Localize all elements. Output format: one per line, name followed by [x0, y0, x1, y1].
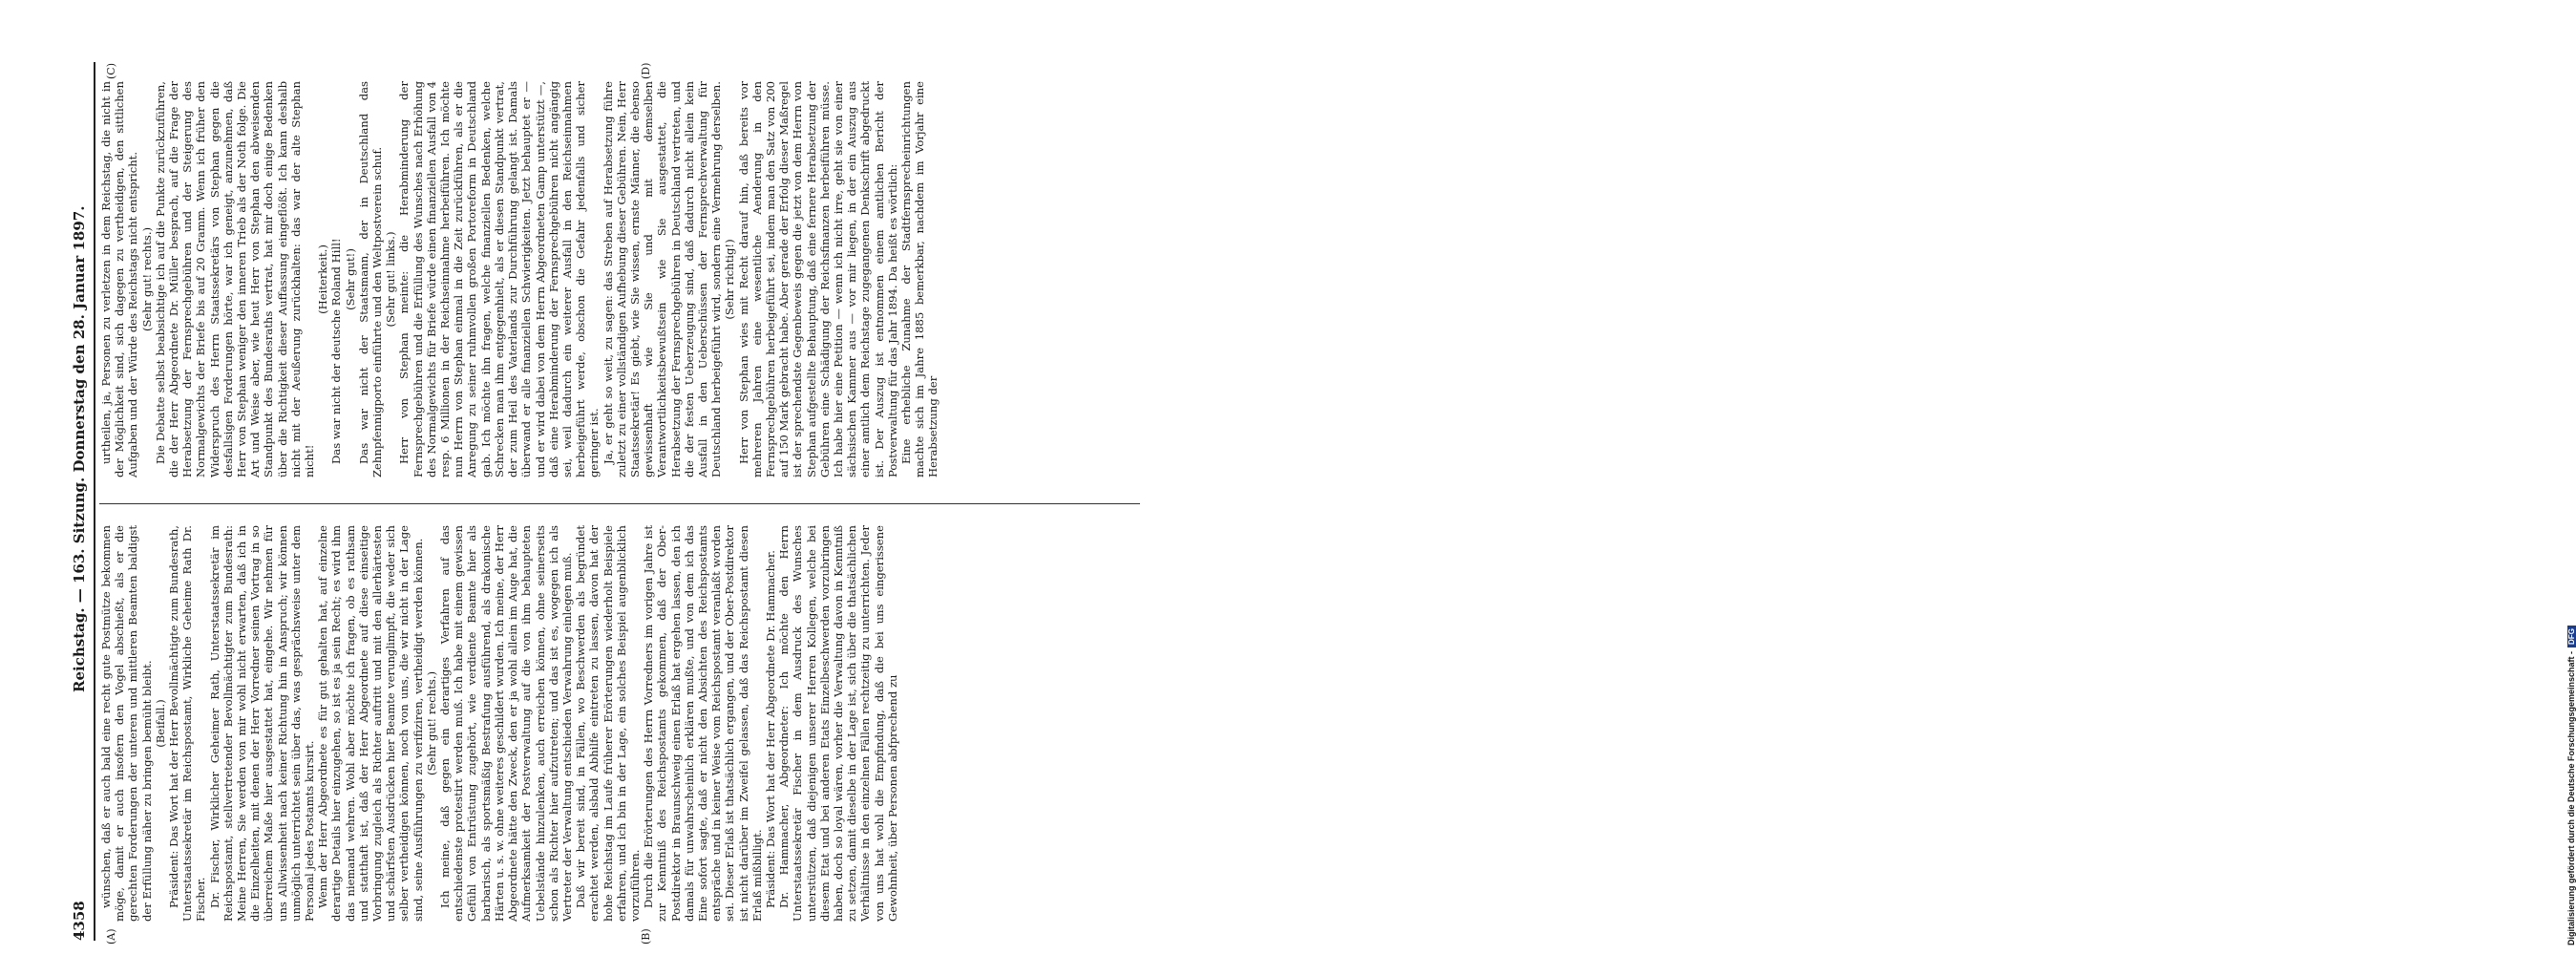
header-rule [94, 62, 95, 941]
column-separator [99, 503, 1140, 504]
paragraph: (Heiterkeit.) [316, 244, 330, 314]
attribution-strip [1276, 0, 2576, 955]
attribution-label: Digitalisierung gefördert durch die Deutsche Forschungsgemeinschaft - [2566, 650, 2576, 945]
paragraph: Herr von Stephan meinte: die Herabminderung der Fernsprechgebühren und die Erfüllung des Wunsches nach Erhöhung des Normalgewichts für Briefe würde einen finanziellen Ausfall von 4 resp. 6 Millionen in der Reichseinnahme herbeiführen. Ich möchte nun Herrn von Stephan einmal in die Zeit zurückführen, als er die Anregung zu seiner ruhmvollen großen Portoreform in Deutschland gab. Ich möchte ihn fragen, welche finanziellen Bedenken, welche Schrecken man ihm entgegenhielt, als er diesen Standpunkt vertrat, der zum Heil des Vaterlands zur Durchführung gelangt ist. Damals überwand er alle finanziellen Schwierigkeiten. Jetzt behauptet er — und er wird dabei von dem Herrn Abgeordneten Gamp unterstützt —, daß eine Herabminderung der Fernsprechgebühren nicht angängig sei, weil dadurch ein weiterer Ausfall in den Reichseinnahmen herbeigeführt werde, obschon die Gefahr jedenfalls und sicher geringer ist. [397, 81, 602, 478]
paragraph: Das war nicht der deutsche Roland Hill! [329, 238, 344, 464]
margin-marker-d: (D) [640, 62, 652, 79]
margin-marker-a: (A) [105, 928, 117, 944]
paragraph: (Beifall.) [153, 699, 167, 748]
paragraph: Die Debatte selbst beabsichtige ich auf die Punkte zurückzuführen, die der Herr Abgeordnete Dr. Müller besprach, auf die Frage der Herabsetzung der Fernsprechgebühren und der Steigerung des Normalgewichts der Briefe bis auf 20 Gramm. Wenn ich früher den Widerspruch des Herrn Staatssekretärs von Stephan gegen die desfallsigen Forderungen hörte, war ich geneigt, anzunehmen, daß Herr von Stephan weniger den inneren Trieb als der Noth folge. Die Art und Weise aber, wie heut Herr von Stephan den abweisenden Standpunkt des Bundesraths vertrat, hat mir doch einige Bedenken über die Richtigkeit dieser Auffassung eingeflößt. Ich kann deshalb nicht mit der Aeußerung zurückhalten: das war der alte Stephan nicht! [153, 81, 317, 478]
paragraph: Herr von Stephan wies mit Recht darauf hin, daß bereits vor mehreren Jahren eine wesentliche Aenderung in den Fernsprechgebühren herbeigeführt sei, indem man den Satz von 200 auf 150 Mark gebracht habe. Aber gerade der Erfolg dieser Maßregel ist der sprechendste Gegenbeweis gegen die jetzt von dem Herrn von Stephan aufgestellte Behauptung, daß eine fernere Herabsetzung der Gebühren eine Schädigung der Reichsfinanzen herbeiführen müsse. Ich habe hier eine Petition — wenn ich nicht irre, geht sie von einer sächsischen Kammer aus — vor mir liegen, in der ein Auszug aus einer amtlich dem Reichstage zugegangenen Denkschrift abgedruckt ist. Der Auszug ist entnommen einem amtlichen Bericht der Postverwaltung für das Jahr 1894. Da heißt es wörtlich: [736, 81, 899, 478]
paragraph: Eine erhebliche Zunahme der Stadtfernsprecheinrichtungen machte sich im Jahre 1885 bemerkbar, nachdem im Vorjahr eine Herabsetzung der [898, 81, 940, 478]
paragraph: Das war nicht der Staatsmann, der in Deutschland das Zehnpfennigporto einführte und den Weltpostverein schuf. [356, 81, 385, 478]
paragraph: (Sehr richtig!) [723, 239, 737, 320]
paragraph: Ja, er geht so weit, zu sagen: das Streben auf Herabsetzung führe zuletzt zu einer vollständigen Aufhebung dieser Gebühren. Nein, Herr Staatssekretär! Es giebt, wie Sie wissen, ernste Männer, die ebenso gewissenhaft wie Sie und mit demselben Verantwortlichkeitsbewußtsein wie Sie ausgestattet, die Herabsetzung der Fernsprechgebühren in Deutschland vertreten, und die der festen Ueberzeugung sind, daß dadurch nicht allein kein Ausfall in den Ueberschüssen der Fernsprechverwaltung für Deutschland herbeigeführt wird, sondern eine Vermehrung derselben. [601, 81, 724, 478]
paragraph: wünschen, daß er auch bald eine recht gute Postmütze bekommen möge, damit er auch insofern den Vogel abschießt, als er die gerechten Forderungen der unteren und mittleren Beamten baldigst der Erfüllung näher zu bringen bemüht bleibt. [99, 525, 154, 922]
dfg-logo: DFG [2567, 626, 2576, 647]
page-header [67, 62, 92, 941]
paragraph: (Sehr gut!) [343, 248, 357, 310]
attribution-text [2566, 10, 2576, 945]
rotated-page-content [67, 62, 1241, 944]
left-column [99, 525, 1150, 922]
paragraph: urtheilen, ja, Personen zu verletzen in dem Reichstag, die nicht in der Möglichkeit sind, sich dagegen zu vertheidigen, den sittlichen Aufgaben und der Würde des Reichstags nicht entspricht. [99, 81, 140, 478]
paragraph: Präsident: Das Wort hat der Herr Bevollmächtigte zum Bundesrath, Unterstaatssekretär im Reichspostamt, Wirkliche Geheime Rath Dr. Fischer. [167, 525, 208, 922]
paragraph: Daß wir bereit sind, in Fällen, wo Beschwerden als begründet erachtet werden, alsbald Abhilfe eintreten zu lassen, davon hat der hohe Reichstag im Laufe früherer Erörterungen wiederholt Beispiele erfahren, und ich bin in der Lage, ein solches Beispiel augenblicklich vorzuführen. [574, 525, 642, 922]
paragraph: Ich meine, daß gegen ein derartiges Verfahren auf das entschiedenste protestirt werden muß. Ich habe mit einem gewissen Gefühl von Entrüstung zugehört, wie verdiente Beamte hier als barbarisch, als sportsmäßig Bestrafung ausführend, als drakonische Härten u. s. w. ohne weiteres geschildert wurden. Ich meine, der Herr Abgeordnete hätte den Zweck, den er ja wohl allein im Auge hat, die Aufmerksamkeit der Postverwaltung auf die von ihm behaupteten Uebelstände hinzulenken, auch erreichen können, ohne seinerseits schon als Richter hier aufzutreten; und das ist es, wogegen ich als Vertreter der Verwaltung entschieden Verwahrung einlegen muß. [438, 525, 574, 922]
page-number: 4358 [71, 901, 88, 941]
paragraph: (Sehr gut! rechts.) [424, 670, 438, 776]
margin-marker-c: (C) [105, 63, 117, 79]
margin-marker-b: (B) [640, 928, 652, 944]
paragraph: Präsident: Das Wort hat der Herr Abgeordnete Dr. Hammacher. [763, 550, 777, 908]
paragraph: Durch die Erörterungen des Herrn Vorredners im vorigen Jahre ist zur Kenntniß des Reichspostamts gekommen, daß der Ober-Postdirektor in Braunschweig einen Erlaß hat ergehen lassen, den ich damals für unwahrscheinlich erklären mußte, und von dem ich das Eine sofort sagte, daß er nicht den Absichten des Reichspostamts entspräche und in keiner Weise vom Reichspostamt veranlaßt worden sei. Dieser Erlaß ist thatsächlich ergangen, und der Ober-Postdirektor ist nicht darüber im Zweifel gelassen, daß das Reichspostamt diesen Erlaß mißbilligt. [642, 525, 764, 922]
right-column [99, 81, 1150, 478]
paragraph: Dr. Hammacher, Abgeordneter: Ich möchte den Herrn Unterstaatssekretär Fischer in dem Ausdruck des Wunsches unterstützen, daß diejenigen unserer Herren Kollegen, welche bei diesem Etat und bei anderen Etats Einzelbeschwerden vorzubringen haben, doch so loyal wären, vorher die Verwaltung davon in Kenntniß zu setzen, damit dieselbe in der Lage ist, sich über die thatsächlichen Verhältnisse in den einzelnen Fällen rechtzeitig zu unterrichten. Jeder von uns hat wohl die Empfindung, daß die bei uns eingerissene Gewohnheit, über Personen abfprechend zu [777, 525, 899, 922]
page-title: Reichstag. — 163. Sitzung. Donnerstag den 28. Januar 1897. [71, 205, 88, 692]
paragraph: (Sehr gut! links.) [384, 231, 398, 328]
paragraph: Wenn der Herr Abgeordnete es für gut gehalten hat, auf einzelne derartige Details hier einzugehen, so ist es ja sein Recht; es wird ihm das niemand wehren. Wohl aber möchte ich fragen, ob es rathsam und statthaft ist, daß der Herr Abgeordnete auf diese einseitige Vorbringung zugleich als Richter auftritt und mit den allerhärtesten und schärfsten Ausdrücken hier Beamte verunglimpft, die weder sich selber vertheidigen können, noch von uns, die wir nicht in der Lage sind, seine Ausführungen zu verifiziren, vertheidigt werden können. [316, 525, 425, 922]
paragraph: Dr. Fischer, Wirklicher Geheimer Rath, Unterstaatssekretär im Reichspostamt, stellvertretender Bevollmächtigter zum Bundesrath: Meine Herren, Sie werden von mir wohl nicht erwarten, daß ich in die Einzelheiten, mit denen der Herr Vorredner seinen Vortrag in so überreichem Maße hier ausgestattet hat, eingehe. Wir nehmen für uns Allwissenheit nach keiner Richtung hin in Anspruch; wir können unmöglich unterrichtet sein über das, was gesprächsweise unter dem Personal jedes Postamts kursirt. [207, 525, 317, 922]
paragraph: (Sehr gut! rechts.) [139, 226, 154, 332]
